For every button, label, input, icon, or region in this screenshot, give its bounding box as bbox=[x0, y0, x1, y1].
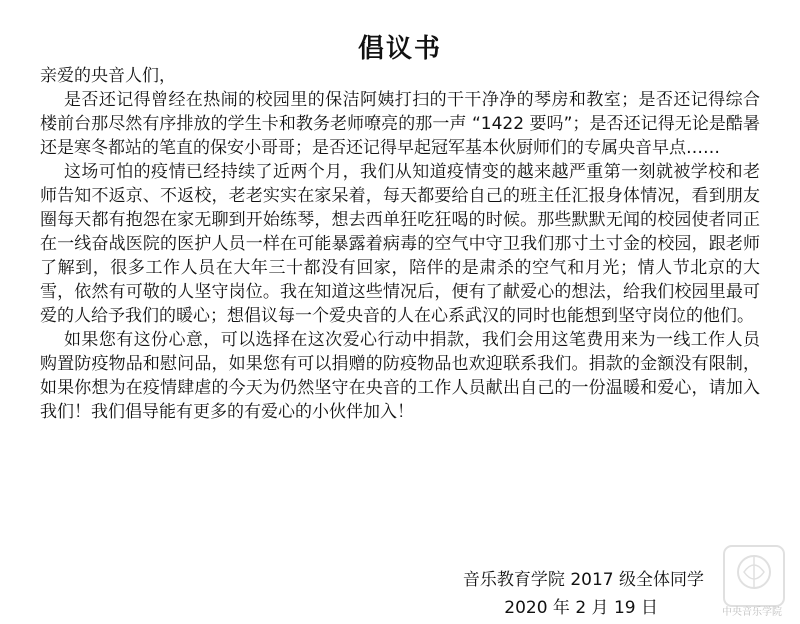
paragraph-1: 是否还记得曾经在热闹的校园里的保洁阿姨打扫的干干净净的琴房和教室；是否还记得综合楼前台那尽然有序排放的学生卡和教务老师嘹亮的那一声 “1422 要吗”；是否还记得无论是酷暑还是寒冬都站的笔直的保安小哥哥；是否还记得早起冠军基本伙厨师们的专属央音早点…… bbox=[40, 90, 760, 158]
salutation: 亲爱的央音人们， bbox=[40, 66, 176, 86]
watermark-caption: 中央音乐学院 bbox=[722, 607, 782, 618]
paragraph-3: 如果您有这份心意，可以选择在这次爱心行动中捐款，我们会用这笔费用来为一线工作人员购置防疫物品和慰问品，如果您有可以捐赠的防疫物品也欢迎联系我们。捐款的金额没有限制，如果你想为在疫情肆虐的今天为仍然坚守在央音的工作人员献出自己的一份温暖和爱心，请加入我们！我们倡导能有更多的有爱心的小伙伴加入！ bbox=[40, 330, 760, 422]
signature-block bbox=[404, 566, 704, 622]
page-title: 倡议书 bbox=[357, 34, 442, 64]
signature-organization: 音乐教育学院 2017 级全体同学 bbox=[462, 570, 704, 590]
paragraph-2: 这场可怕的疫情已经持续了近两个月，我们从知道疫情变的越来越严重第一刻就被学校和老师告知不返京、不返校，老老实实在家呆着，每天都要给自己的班主任汇报身体情况，看到朋友圈每天都有抱怨在家无聊到开始练琴，想去西单狂吃狂喝的时候。那些默默无闻的校园使者同正在一线奋战医院的医护人员一样在可能暴露着病毒的空气中守卫我们那寸土寸金的校园，跟老师了解到，很多工作人员在大年三十都没有回家，陪伴的是肃杀的空气和月光；情人节北京的大雪，依然有可敬的人坚守岗位。我在知道这些情况后，便有了献爱心的想法，给我们校园里最可爱的人给予我们的暖心；想倡议每一个爱央音的人在心系武汉的同时也能想到坚守岗位的他们。 bbox=[40, 162, 760, 326]
letter-body bbox=[40, 64, 760, 424]
signature-date: 2020 年 2 月 19 日 bbox=[504, 598, 658, 618]
